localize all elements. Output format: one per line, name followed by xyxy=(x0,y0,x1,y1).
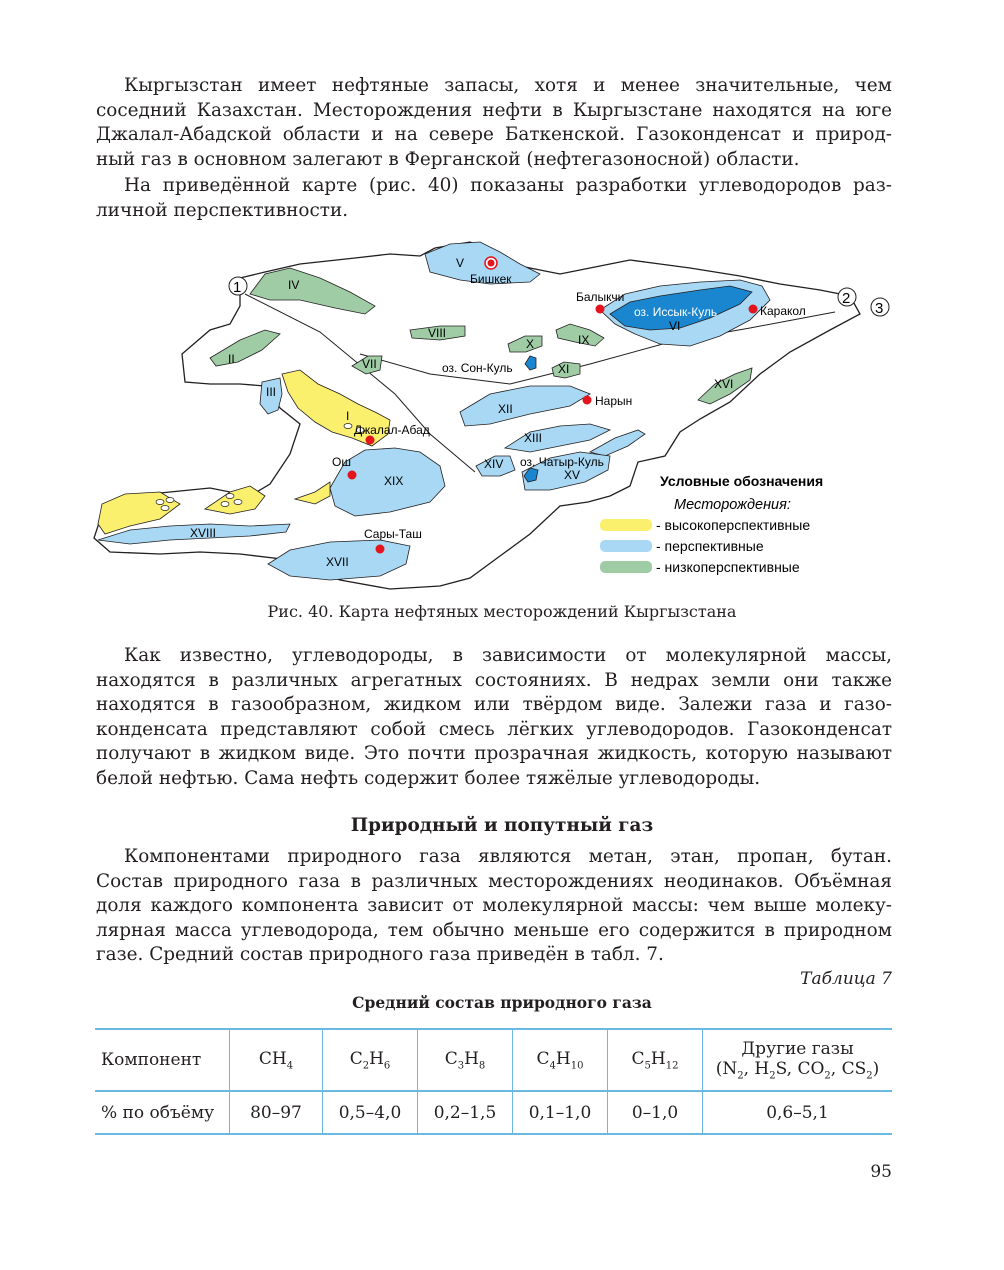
field-oval xyxy=(156,500,164,505)
city-label-osh: Ош xyxy=(332,455,351,469)
marker-label: 1 xyxy=(233,279,242,296)
legend-label-mid: - перспективные xyxy=(656,538,764,554)
value-c5h12: 0–1,0 xyxy=(608,1091,703,1134)
text-line: получают в жидком виде. Это почти прозрачная жидкость, которую называют xyxy=(96,743,892,765)
header-c2h6 xyxy=(323,1029,418,1091)
value-ch4: 80–97 xyxy=(230,1091,323,1134)
text-line: конденсата представляют собой смесь лёгких углеводородов. Газоконденсат xyxy=(96,718,892,740)
marker-label: 2 xyxy=(842,290,851,307)
text-line: Кыргызстан имеет нефтяные запасы, хотя и менее значительные, чем xyxy=(124,75,892,96)
field-oval xyxy=(226,494,234,499)
field-label: XII xyxy=(498,402,513,416)
text-line: доля каждого компонента зависит от молекулярной массы: чем выше молеку- xyxy=(96,895,892,917)
text-line: лярная масса углеводорода, тем обычно меньше его содержится в природном xyxy=(96,919,892,941)
city-naryn-dot xyxy=(583,396,592,405)
legend-swatch-mid xyxy=(600,540,652,552)
oil-fields-map xyxy=(90,234,900,594)
field-label: VI xyxy=(669,319,681,333)
field-label: I xyxy=(346,409,350,423)
field-oval xyxy=(234,500,242,505)
paragraph-intro xyxy=(96,74,892,172)
table-row xyxy=(95,1091,892,1134)
field-label: XVII xyxy=(326,555,349,569)
text-line: соседний Казахстан. Месторождения нефти в Кыргызстане находятся на юге xyxy=(96,99,892,121)
city-sarytash-dot xyxy=(376,545,385,554)
text-line: находятся в газообразном, жидком или твёрдом виде. Залежи газа и газо- xyxy=(96,694,892,716)
table-title: Средний состав природного газа xyxy=(352,993,652,1012)
field-label: IX xyxy=(578,333,590,347)
text-line: Джалал-Абадской области и на севере Баткенской. Газоконденсат и природ- xyxy=(96,124,892,146)
text-line: белой нефтью. Сама нефть содержит более тяжёлые углеводороды. xyxy=(96,767,761,789)
section-heading: Природный и попутный газ xyxy=(350,815,654,836)
field-oval xyxy=(166,498,174,503)
lake-label-issykkul: оз. Иссык-Куль xyxy=(634,305,718,319)
field-label: III xyxy=(266,385,277,399)
field-oval xyxy=(344,424,352,429)
field-label: XIV xyxy=(484,457,504,471)
field-oval xyxy=(221,502,229,507)
text-line: На приведённой карте (рис. 40) показаны разработки углеводородов раз- xyxy=(124,175,892,196)
header-c3h8 xyxy=(418,1029,513,1091)
gas-composition-table xyxy=(95,1028,892,1135)
paragraph-map-reference xyxy=(96,174,892,223)
field-label: XIX xyxy=(384,474,404,488)
field-oval xyxy=(161,506,169,511)
field-label: XIII xyxy=(524,431,543,445)
lake-label-songkul: оз. Сон-Куль xyxy=(442,361,513,375)
other-gases-line1: Другие газы xyxy=(741,1038,854,1059)
field-label: X xyxy=(526,337,535,351)
lake-label-chatyrkul: оз. Чатыр-Куль xyxy=(520,455,604,469)
marker-label: 3 xyxy=(875,300,884,317)
formula-c2h6: $C_2H_6$ xyxy=(349,1048,391,1072)
text-line: Компонентами природного газа являются метан, этан, пропан, бутан. xyxy=(124,846,892,867)
city-label-sarytash: Сары-Таш xyxy=(364,527,422,541)
header-component: Компонент xyxy=(95,1029,230,1091)
value-c4h10: 0,1–1,0 xyxy=(513,1091,608,1134)
page-number: 95 xyxy=(870,1162,892,1182)
legend-title: Условные обозначения xyxy=(660,473,824,489)
legend-label-low: - низкоперспективные xyxy=(656,559,800,575)
text-line: находятся в различных агрегатных состояниях. В недрах земли они также xyxy=(96,669,892,691)
header-other-gases xyxy=(703,1029,893,1091)
formula-ch4: $CH_4$ xyxy=(258,1048,294,1072)
other-gases-line2: ($N_2$, $H_2S$, $CO_2$, $CS_2$) xyxy=(715,1058,880,1082)
value-other: 0,6–5,1 xyxy=(703,1091,893,1134)
table-header-row xyxy=(95,1029,892,1091)
city-label-naryn: Нарын xyxy=(595,394,633,408)
paragraph-hydrocarbons xyxy=(96,644,892,792)
city-label-balykchi: Балыкчи xyxy=(576,290,625,304)
table-label: Таблица 7 xyxy=(800,969,892,989)
formula-c4h10: $C_4H_{10}$ xyxy=(536,1048,584,1072)
legend-swatch-low xyxy=(600,561,652,573)
city-label-bishkek: Бишкек xyxy=(470,272,512,286)
field-label: VII xyxy=(362,357,377,371)
legend-subtitle: Месторождения: xyxy=(674,497,791,513)
row-label: % по объёму xyxy=(95,1091,230,1134)
legend-label-high: - высокоперспективные xyxy=(656,517,811,533)
header-c4h10 xyxy=(513,1029,608,1091)
formula-c5h12: $C_5H_{12}$ xyxy=(631,1048,679,1072)
field-label: XVI xyxy=(714,377,734,391)
city-osh-dot xyxy=(348,471,357,480)
field-label: XI xyxy=(558,362,570,376)
text-line: Как известно, углеводороды, в зависимости от молекулярной массы, xyxy=(124,645,892,666)
legend-swatch-high xyxy=(600,519,652,531)
field-label: V xyxy=(456,256,465,270)
city-label-karakol: Каракол xyxy=(760,304,806,318)
text-line: Состав природного газа в различных месторождениях неодинаков. Объёмная xyxy=(96,870,892,892)
field-label: XV xyxy=(564,468,581,482)
value-c3h8: 0,2–1,5 xyxy=(418,1091,513,1134)
header-ch4 xyxy=(230,1029,323,1091)
figure-caption: Рис. 40. Карта нефтяных месторождений Кыргызстана xyxy=(267,602,737,621)
value-c2h6: 0,5–4,0 xyxy=(323,1091,418,1134)
text-line: личной перспективности. xyxy=(96,199,349,221)
header-c5h12 xyxy=(608,1029,703,1091)
paragraph-gas-components xyxy=(96,845,892,968)
field-label: II xyxy=(228,352,235,366)
field-label: VIII xyxy=(428,326,447,340)
text-line: газе. Средний состав природного газа приведён в табл. 7. xyxy=(96,944,664,966)
text-line: ный газ в основном залегают в Ферганской (нефтегазоносной) области. xyxy=(96,148,800,170)
city-label-jalalabad: Джалал-Абад xyxy=(354,423,430,437)
city-bishkek-dot xyxy=(488,260,495,267)
field-label: IV xyxy=(288,278,300,292)
formula-c3h8: $C_3H_8$ xyxy=(444,1048,486,1072)
city-karakol-dot xyxy=(749,305,758,314)
field-label: XVIII xyxy=(190,526,217,540)
city-balykchi-dot xyxy=(596,305,605,314)
